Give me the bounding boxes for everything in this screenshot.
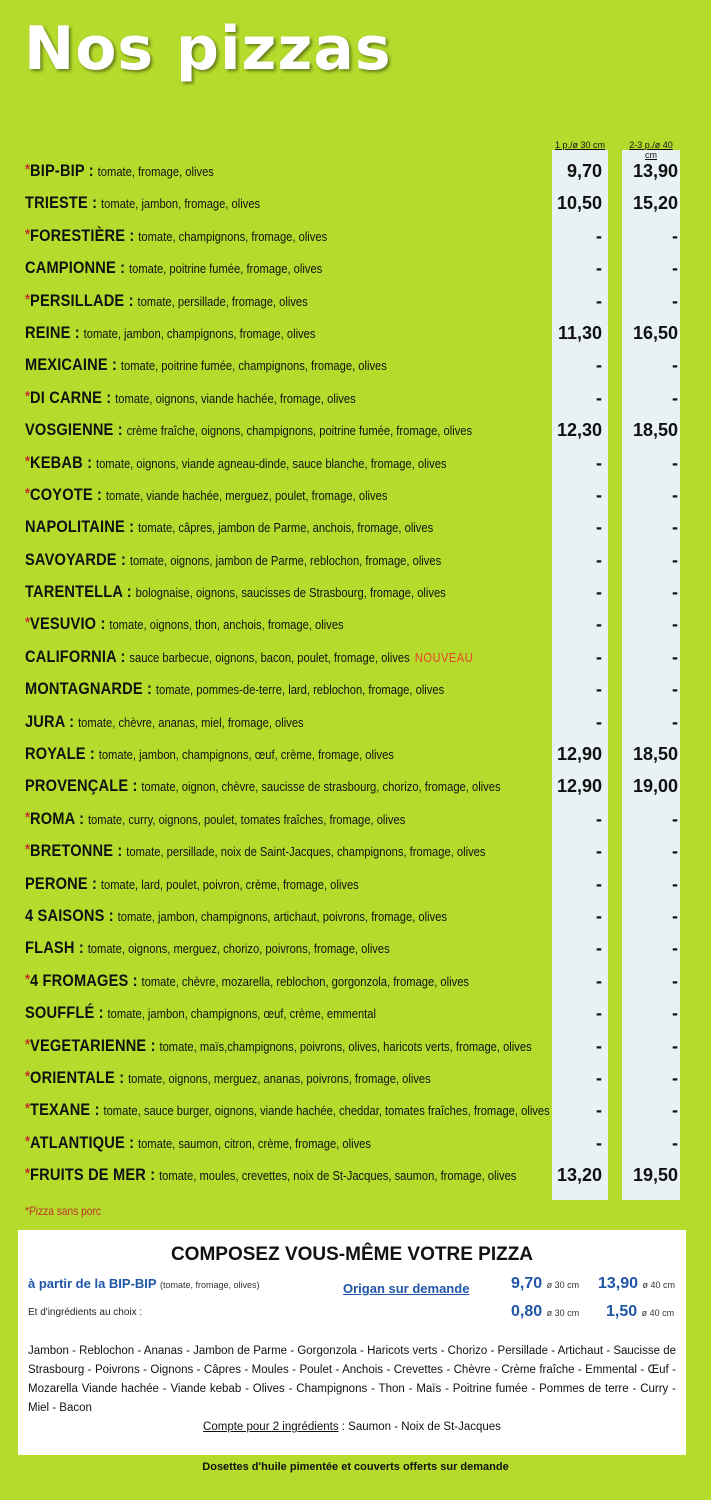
pizza-row: [0, 1001, 711, 1033]
origan-note: Origan sur demande: [343, 1281, 470, 1296]
pizza-line: [25, 679, 444, 699]
pizza-name: TRIESTE :: [25, 193, 98, 213]
pork-free-marker: *: [25, 387, 31, 405]
price-30cm: -: [596, 679, 602, 700]
price-40cm: -: [672, 258, 678, 279]
pizza-line: [25, 453, 447, 473]
price-30cm: 11,30: [557, 322, 602, 343]
pizza-ingredients: tomate, lard, poulet, poivron, crème, fromage, olives: [100, 876, 359, 892]
pizza-name: CALIFORNIA :: [25, 646, 126, 666]
column-header-40cm: 2-3 p./ø 40 cm: [629, 140, 673, 160]
pizza-row: [0, 548, 711, 580]
base-price-30-value: 9,70: [511, 1275, 543, 1292]
price-40cm: 15,20: [632, 193, 678, 214]
price-30cm: -: [596, 582, 602, 603]
base-label: [28, 1276, 260, 1291]
price-40cm: -: [672, 711, 678, 732]
compose-title: COMPOSEZ VOUS-MÊME VOTRE PIZZA: [170, 1244, 534, 1265]
pork-free-marker: *: [25, 161, 31, 178]
pizza-ingredients: tomate, pommes-de-terre, lard, reblochon, fromage, olives: [155, 682, 445, 698]
pizza-line: [25, 712, 304, 732]
price-40cm: -: [672, 970, 678, 991]
base-label-detail: (tomate, fromage, olives): [159, 1280, 260, 1290]
pizza-row: [0, 677, 711, 709]
price-30cm: -: [596, 646, 602, 667]
pizza-line: [25, 1165, 516, 1185]
price-40cm: -: [672, 808, 678, 829]
pizza-line: [25, 809, 405, 829]
extra-price-30: [511, 1303, 579, 1321]
price-30cm: -: [596, 258, 602, 279]
price-40cm: -: [672, 549, 678, 570]
price-40cm: -: [672, 1003, 678, 1024]
price-40cm: -: [672, 873, 678, 894]
pizza-row: [0, 1034, 711, 1066]
price-30cm: -: [596, 549, 602, 570]
pizza-line: [25, 1100, 550, 1120]
column-header-30cm: 1 p./ø 30 cm: [554, 140, 606, 150]
pizza-row: [0, 807, 711, 839]
pizza-row: [0, 936, 711, 968]
pizza-line: [25, 388, 356, 408]
pizza-name: DI CARNE :: [30, 387, 112, 407]
pizza-row: [0, 451, 711, 483]
pizza-line: [25, 1133, 371, 1153]
pizza-row: [0, 710, 711, 742]
pizza-name: VOSGIENNE :: [25, 420, 123, 440]
pizza-name: KEBAB :: [30, 452, 93, 472]
price-30cm: -: [596, 808, 602, 829]
pork-free-marker: *: [25, 1100, 31, 1118]
price-30cm: 12,90: [556, 744, 602, 765]
price-30cm: -: [596, 614, 602, 635]
base-price-40: [598, 1275, 675, 1293]
base-label-text: à partir de la BIP-BIP: [28, 1276, 157, 1291]
price-40cm: -: [672, 679, 678, 700]
pizza-row: [0, 386, 711, 418]
price-30cm: -: [596, 1067, 602, 1088]
pizza-ingredients: tomate, maïs,champignons, poivrons, olives, haricots verts, fromage, olives: [159, 1038, 532, 1054]
compose-box: [18, 1230, 686, 1455]
price-40cm: 18,50: [632, 744, 678, 765]
price-30cm: -: [596, 1035, 602, 1056]
pizza-name: MONTAGNARDE :: [25, 679, 153, 699]
price-30cm: 12,90: [556, 776, 602, 797]
page-title: Nos pizzas: [24, 14, 392, 84]
pizza-row: [0, 515, 711, 547]
pizza-row: [0, 483, 711, 515]
price-30cm: -: [596, 484, 602, 505]
pizza-row: [0, 418, 711, 450]
extra-price-40-value: 1,50: [606, 1303, 638, 1320]
pizza-ingredients: sauce barbecue, oignons, bacon, poulet, fromage, olives: [129, 649, 410, 665]
pizza-ingredients: tomate, oignons, merguez, ananas, poivrons, fromage, olives: [128, 1070, 431, 1086]
pizza-name: COYOTE :: [30, 484, 103, 504]
pizza-name: ROYALE :: [25, 744, 95, 764]
pork-free-marker: *: [25, 1132, 31, 1150]
price-30cm: 9,70: [566, 161, 602, 181]
pizza-name: TEXANE :: [30, 1100, 100, 1120]
base-price-30: [511, 1275, 579, 1293]
pork-free-marker: *: [25, 1067, 31, 1085]
price-30cm: -: [596, 905, 602, 926]
pizza-name: FRUITS DE MER :: [30, 1165, 156, 1185]
extra-price-30-value: 0,80: [511, 1303, 543, 1320]
pizza-name: VEGETARIENNE :: [30, 1035, 156, 1055]
price-30cm: 13,20: [556, 1165, 602, 1186]
pizza-name: CAMPIONNE :: [25, 258, 126, 278]
price-30cm: -: [596, 387, 602, 408]
pizza-line: [25, 355, 387, 375]
price-40cm: 18,50: [632, 420, 678, 441]
price-40cm: -: [672, 582, 678, 603]
bottom-note: Dosettes d'huile pimentée et couverts offerts sur demande: [202, 1461, 509, 1473]
pizza-row: [0, 645, 711, 677]
pizza-ingredients: tomate, jambon, champignons, artichaut, poivrons, fromage, olives: [117, 908, 448, 924]
price-30cm: -: [596, 711, 602, 732]
pizza-line: [25, 517, 433, 537]
pizza-name: 4 SAISONS :: [25, 905, 114, 925]
pizza-ingredients: tomate, jambon, fromage, olives: [101, 196, 261, 212]
price-30cm: -: [596, 355, 602, 376]
pizza-ingredients: tomate, curry, oignons, poulet, tomates fraîches, fromage, olives: [87, 811, 406, 827]
price-30cm: -: [596, 452, 602, 473]
pizza-line: [25, 291, 308, 311]
pizza-ingredients: tomate, oignons, jambon de Parme, reblochon, fromage, olives: [129, 552, 442, 568]
price-30cm: -: [596, 938, 602, 959]
pizza-row: [0, 1066, 711, 1098]
pizza-name: PROVENÇALE :: [25, 776, 138, 796]
price-40cm: 13,90: [632, 161, 678, 181]
pizza-name: PERSILLADE :: [30, 290, 134, 310]
pizza-line: [25, 550, 441, 570]
price-40cm: -: [672, 484, 678, 505]
pizza-line: [25, 647, 473, 667]
pizza-line: [25, 971, 469, 991]
price-40cm: -: [672, 225, 678, 246]
price-40cm: -: [672, 517, 678, 538]
pizza-row: [0, 612, 711, 644]
pizza-line: [25, 161, 214, 181]
price-40cm: -: [672, 1100, 678, 1121]
pizza-row: [0, 191, 711, 223]
pizza-ingredients: tomate, chèvre, ananas, miel, fromage, olives: [78, 714, 304, 730]
price-40cm: -: [672, 646, 678, 667]
pizza-row: [0, 839, 711, 871]
pizza-name: BIP-BIP :: [30, 161, 94, 180]
price-40cm: 19,00: [632, 776, 678, 797]
pizza-line: [25, 193, 260, 213]
pizza-ingredients: tomate, oignons, thon, anchois, fromage, olives: [109, 617, 344, 633]
price-40cm: -: [672, 841, 678, 862]
pizza-ingredients: tomate, viande hachée, merguez, poulet, fromage, olives: [105, 487, 388, 503]
pork-free-marker: *: [25, 1165, 31, 1183]
pork-free-marker: *: [25, 808, 31, 826]
pizza-name: ATLANTIQUE :: [30, 1132, 135, 1152]
pizza-list: [0, 159, 711, 1196]
pizza-ingredients: tomate, oignons, viande hachée, fromage, olives: [115, 390, 356, 406]
pork-free-marker: *: [25, 290, 31, 308]
price-40cm: -: [672, 1132, 678, 1153]
price-30cm: -: [596, 290, 602, 311]
pizza-name: FORESTIÈRE :: [30, 225, 135, 245]
price-30cm: -: [596, 1100, 602, 1121]
extra-label: Et d'ingrédients au choix :: [28, 1307, 143, 1318]
pizza-ingredients: tomate, jambon, champignons, œuf, crème, emmental: [107, 1006, 376, 1022]
pizza-ingredients: crème fraîche, oignons, champignons, poitrine fumée, fromage, olives: [126, 423, 473, 439]
price-30cm: -: [596, 1003, 602, 1024]
pizza-ingredients: tomate, sauce burger, oignons, viande hachée, cheddar, tomates fraîches, fromage, olives: [103, 1103, 550, 1119]
pizza-ingredients: tomate, fromage, olives: [97, 164, 214, 179]
price-30cm: -: [596, 841, 602, 862]
pork-free-marker: *: [25, 970, 31, 988]
pizza-name: 4 FROMAGES :: [30, 970, 138, 990]
pizza-name: REINE :: [25, 322, 80, 342]
pizza-row: [0, 774, 711, 806]
pizza-row: [0, 1163, 711, 1195]
pizza-name: BRETONNE :: [30, 841, 123, 861]
price-40cm: 16,50: [632, 322, 678, 343]
pizza-name: SAVOYARDE :: [25, 549, 127, 569]
pizza-name: VESUVIO :: [30, 614, 106, 634]
pizza-row: [0, 224, 711, 256]
pizza-line: [25, 906, 447, 926]
pizza-line: [25, 420, 472, 440]
pork-free-marker: *: [25, 614, 31, 632]
pork-free-marker: *: [25, 841, 31, 859]
pizza-name: TARENTELLA :: [25, 582, 132, 602]
pizza-row: [0, 256, 711, 288]
extra-unit-40: ø 40 cm: [641, 1308, 675, 1318]
price-40cm: -: [672, 938, 678, 959]
pizza-name: NAPOLITAINE :: [25, 517, 135, 537]
special-label: Compte pour 2 ingrédients: [203, 1421, 339, 1433]
pizza-row: [0, 904, 711, 936]
pork-free-marker: *: [25, 452, 31, 470]
pizza-line: [25, 938, 390, 958]
pizza-ingredients: tomate, poitrine fumée, fromage, olives: [129, 261, 323, 277]
pork-free-marker: *: [25, 1035, 31, 1053]
pizza-name: FLASH :: [25, 938, 84, 958]
pizza-name: ROMA :: [30, 808, 85, 828]
pizza-row: [0, 742, 711, 774]
pizza-line: [25, 841, 485, 861]
unit-30: ø 30 cm: [546, 1280, 580, 1290]
price-30cm: -: [596, 517, 602, 538]
extra-unit-30: ø 30 cm: [546, 1308, 580, 1318]
pizza-row: [0, 159, 711, 191]
price-40cm: -: [672, 905, 678, 926]
price-30cm: -: [596, 970, 602, 991]
pizza-row: [0, 580, 711, 612]
unit-40: ø 40 cm: [642, 1280, 676, 1290]
price-40cm: -: [672, 387, 678, 408]
price-40cm: -: [672, 1067, 678, 1088]
pizza-name: MEXICAINE :: [25, 355, 118, 375]
pizza-name: JURA :: [25, 711, 75, 731]
special-items: : Saumon - Noix de St-Jacques: [338, 1421, 501, 1433]
price-40cm: -: [672, 1035, 678, 1056]
pizza-line: [25, 1036, 532, 1056]
price-40cm: -: [672, 614, 678, 635]
pork-free-marker: *: [25, 225, 31, 243]
price-40cm: -: [672, 355, 678, 376]
new-badge: NOUVEAU: [414, 649, 474, 665]
pizza-ingredients: bolognaise, oignons, saucisses de Strasbourg, fromage, olives: [135, 585, 446, 601]
pizza-ingredients: tomate, champignons, fromage, olives: [138, 228, 328, 244]
price-40cm: 19,50: [632, 1165, 678, 1186]
pizza-line: [25, 258, 322, 278]
price-40cm: -: [672, 290, 678, 311]
pizza-line: [25, 323, 315, 343]
ingredients-list: Jambon - Reblochon - Ananas - Jambon de Parme - Gorgonzola - Haricots verts - Chorizo - Persillade - Artichaut - Saucisse de Strasbourg - Poivrons - Oignons - Câpres - Moules - Poulet - Anchois - Crevettes - Chèvre - Crème fraîche - Emmental - Œuf - Mozarella Viande hachée - Viande kebab - Olives - Champignons - Thon - Maïs - Poitrine fumée - Pommes de terre - Curry - Miel - Bacon: [28, 1345, 676, 1414]
pizza-row: [0, 872, 711, 904]
pizza-name: PERONE :: [25, 873, 98, 893]
pizza-name: ORIENTALE :: [30, 1067, 125, 1087]
pizza-row: [0, 969, 711, 1001]
price-30cm: 12,30: [556, 420, 602, 441]
pizza-ingredients: tomate, chèvre, mozarella, reblochon, gorgonzola, fromage, olives: [141, 973, 470, 989]
price-30cm: -: [596, 1132, 602, 1153]
pizza-name: SOUFFLÉ :: [25, 1003, 104, 1023]
extra-price-40: [606, 1303, 674, 1321]
pizza-line: [25, 582, 446, 602]
pizza-row: [0, 1131, 711, 1163]
base-price-40-value: 13,90: [598, 1275, 639, 1292]
pizza-ingredients: tomate, câpres, jambon de Parme, anchois, fromage, olives: [138, 520, 434, 536]
pizza-line: [25, 744, 394, 764]
pizza-ingredients: tomate, moules, crevettes, noix de St-Jacques, saumon, fromage, olives: [159, 1168, 517, 1184]
pizza-line: [25, 874, 359, 894]
pork-free-marker: *: [25, 484, 31, 502]
price-30cm: -: [596, 873, 602, 894]
special-ingredients: [18, 1421, 686, 1433]
pizza-ingredients: tomate, jambon, champignons, œuf, crème, fromage, olives: [98, 747, 394, 763]
pizza-ingredients: tomate, jambon, champignons, fromage, olives: [83, 325, 316, 341]
pizza-line: [25, 614, 344, 634]
pizza-ingredients: tomate, saumon, citron, crème, fromage, olives: [137, 1135, 372, 1151]
pizza-ingredients: tomate, oignons, merguez, chorizo, poivrons, fromage, olives: [87, 941, 390, 957]
pizza-line: [25, 1068, 431, 1088]
pizza-ingredients: tomate, poitrine fumée, champignons, fromage, olives: [120, 358, 387, 374]
pizza-line: [25, 485, 387, 505]
pizza-ingredients: tomate, persillade, noix de Saint-Jacques, champignons, fromage, olives: [126, 844, 486, 860]
pizza-line: [25, 1003, 376, 1023]
price-30cm: 10,50: [556, 193, 602, 214]
pizza-row: [0, 289, 711, 321]
pizza-row: [0, 1098, 711, 1130]
pizza-row: [0, 353, 711, 385]
pizza-ingredients: tomate, persillade, fromage, olives: [137, 293, 308, 309]
price-40cm: -: [672, 452, 678, 473]
pizza-row: [0, 321, 711, 353]
pizza-ingredients: tomate, oignons, viande agneau-dinde, sauce blanche, fromage, olives: [95, 455, 447, 471]
footnote: *Pizza sans porc: [25, 1204, 101, 1218]
pizza-line: [25, 776, 501, 796]
price-30cm: -: [596, 225, 602, 246]
pizza-ingredients: tomate, oignon, chèvre, saucisse de strasbourg, chorizo, fromage, olives: [141, 779, 501, 795]
pizza-line: [25, 226, 327, 246]
